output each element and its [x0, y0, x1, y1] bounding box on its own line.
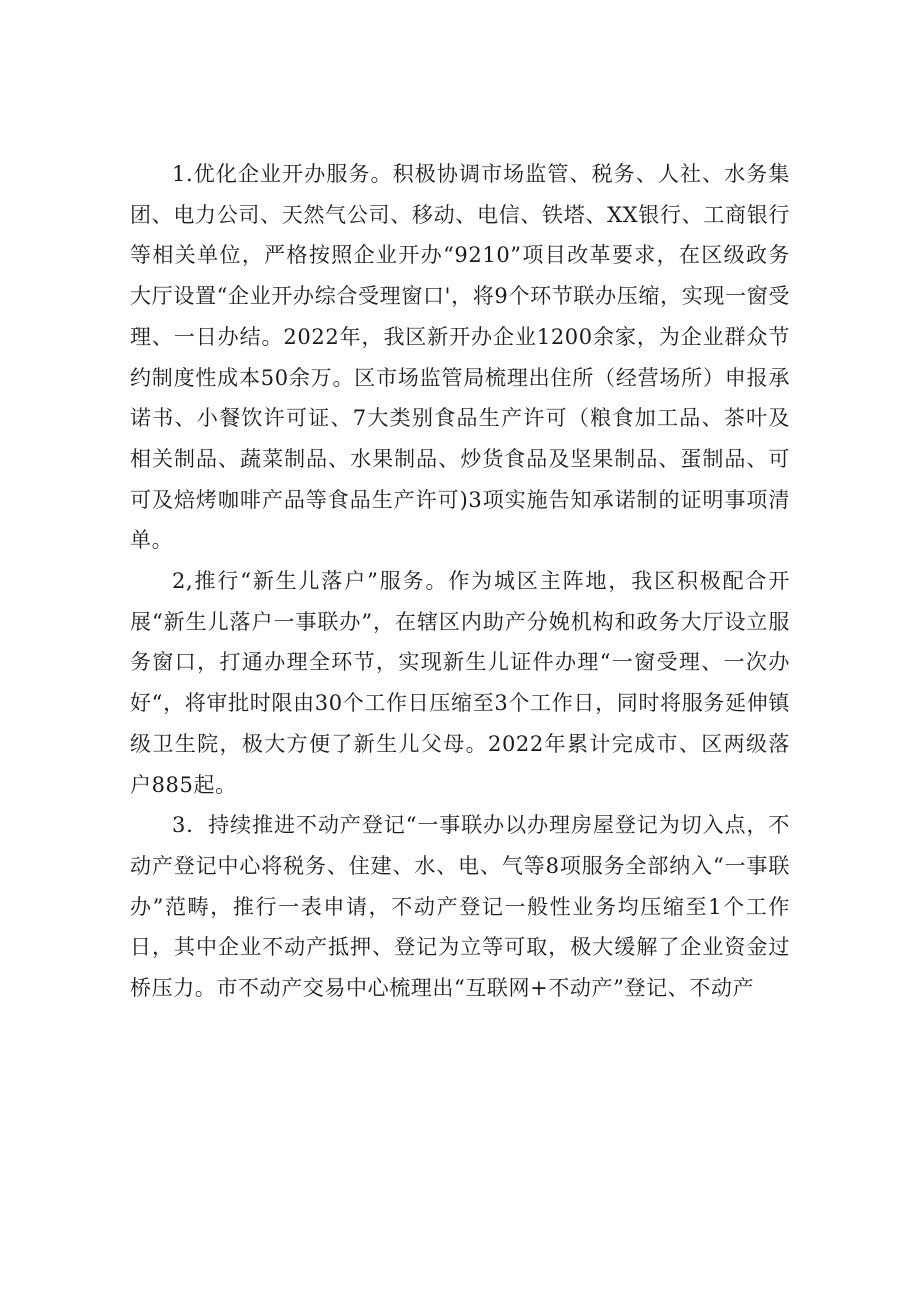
paragraph-newborn-registration: 2,推行“新生儿落户”服务。作为城区主阵地，我区积极配合开展“新生儿落户一事联办”，在辖区内助产分娩机构和政务大厅设立服务窗口，打通办理全环节，实现新生儿证件办理“一窗受理、一次办好“，将审批时限由30个工作日压缩至3个工作日，同时将服务延伸镇级卫生院，极大方便了新生儿父母。2022年累计完成市、区两级落户885起。	[130, 569, 790, 797]
paragraph-real-estate-registration: 3．持续推进不动产登记“一事联办以办理房屋登记为切入点，不动产登记中心将税务、住建、水、电、气等8项服务全部纳入“一事联办”范畴，推行一表申请，不动产登记一般性业务均压缩至1个工作日，其中企业不动产抵押、登记为立等可取，极大缓解了企业资金过桥压力。市不动产交易中心梳理出“互联网+不动产”登记、不动产	[130, 813, 790, 1001]
document-body	[130, 154, 790, 1009]
paragraph-business-startup: 1.优化企业开办服务。积极协调市场监管、税务、人社、水务集团、电力公司、天然气公司、移动、电信、铁塔、XX银行、工商银行等相关单位，严格按照企业开办“9210”项目改革要求，在区级政务大厅设置“企业开办综合受理窗口'，将9个环节联办压缩，实现一窗受理、一日办结。2022年，我区新开办企业1200余家，为企业群众节约制度性成本50余万。区市场监管局梳理出住所（经营场所）申报承诺书、小餐饮许可证、7大类别食品生产许可（粮食加工品、茶叶及相关制品、蔬菜制品、水果制品、炒货食品及坚果制品、蛋制品、可可及焙烤咖啡产品等食品生产许可)3项实施告知承诺制的证明事项清单。	[130, 162, 790, 553]
